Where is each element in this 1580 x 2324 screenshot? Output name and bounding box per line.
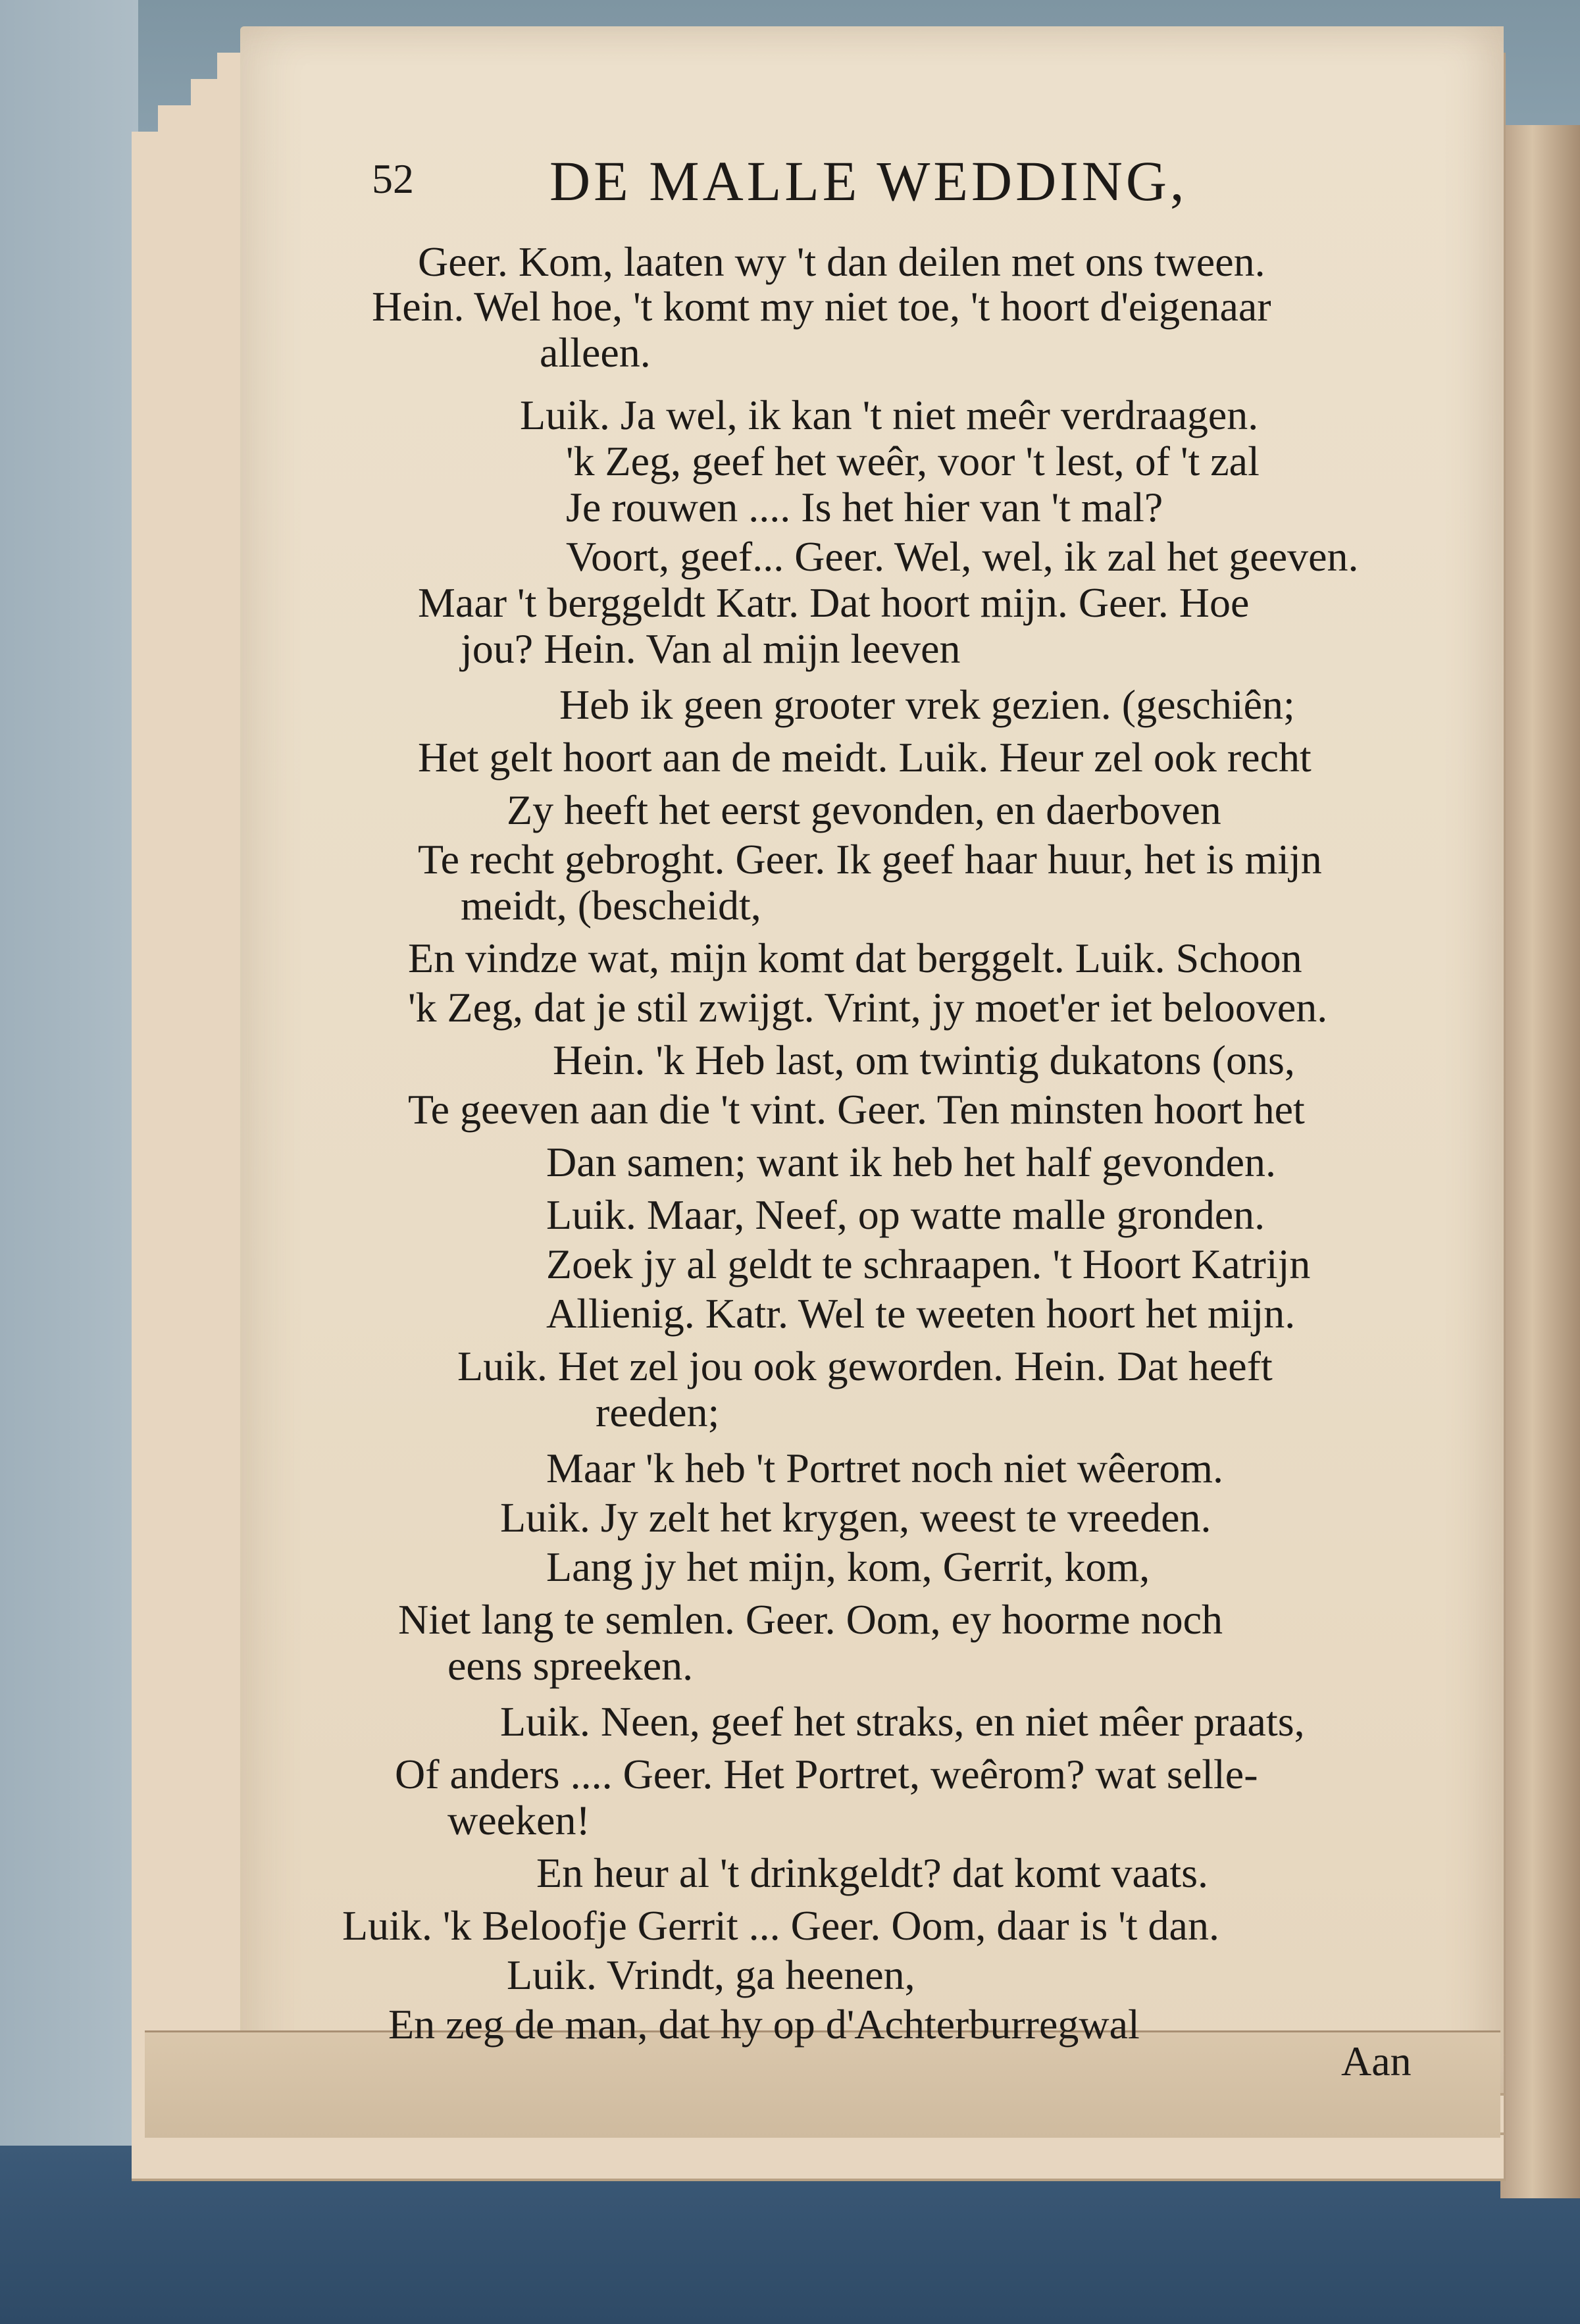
text-line: alleen. [540,329,651,376]
text-line: meidt, (bescheidt, [461,882,761,929]
text-line: Te geeven aan die 't vint. Geer. Ten minsten hoort het [408,1086,1305,1133]
text-line: 'k Zeg, dat je stil zwijgt. Vrint, jy moet'er iet belooven. [408,984,1328,1031]
text-line: 'k Zeg, geef het weêr, voor 't lest, of 't zal [566,438,1260,484]
text-line: Lang jy het mijn, kom, Gerrit, kom, [546,1543,1150,1590]
text-line: Allienig. Katr. Wel te weeten hoort het mijn. [546,1290,1296,1337]
text-line: Of anders .... Geer. Het Portret, weêrom? wat selle- [395,1751,1258,1797]
text-line: En zeg de man, dat hy op d'Achterburregwal [388,2001,1140,2048]
text-line: Luik. Het zel jou ook geworden. Hein. Dat heeft [457,1343,1273,1389]
text-line: Voort, geef... Geer. Wel, wel, ik zal het geeven. [566,533,1359,580]
page-number: 52 [372,155,414,202]
text-line: Luik. Vrindt, ga heenen, [507,1951,915,1998]
text-line: Hein. Wel hoe, 't komt my niet toe, 't hoort d'eigenaar [372,283,1271,330]
text-line: En vindze wat, mijn komt dat berggelt. Luik. Schoon [408,935,1302,981]
text-line: Niet lang te semlen. Geer. Oom, ey hoorme noch [398,1596,1223,1643]
text-line: Hein. 'k Heb last, om twintig dukatons (ons, [553,1037,1295,1083]
text-line: Maar 't berggeldt Katr. Dat hoort mijn. Geer. Hoe [418,579,1250,626]
text-line: Het gelt hoort aan de meidt. Luik. Heur zel ook recht [418,734,1312,781]
text-line: jou? Hein. Van al mijn leeven [461,625,961,672]
text-line: Dan samen; want ik heb het half gevonden. [546,1139,1276,1185]
text-line: Geer. Kom, laaten wy 't dan deilen met ons tween. [418,238,1265,285]
text-line: weeken! [447,1797,590,1844]
text-line: Zy heeft het eerst gevonden, en daerboven [507,787,1221,833]
text-line: Zoek jy al geldt te schraapen. 't Hoort Katrijn [546,1241,1311,1287]
text-line: Maar 'k heb 't Portret noch niet wêerom. [546,1445,1223,1491]
text-line: reeden; [596,1389,720,1435]
text-line: Luik. Jy zelt het krygen, weest te vreeden. [500,1494,1211,1541]
text-line: Luik. Neen, geef het straks, en niet mêer praats, [500,1698,1305,1745]
running-title: DE MALLE WEDDING, [549,149,1188,213]
text-line: Luik. Maar, Neef, op watte malle gronden. [546,1191,1265,1238]
text-line: Je rouwen .... Is het hier van 't mal? [566,484,1163,530]
text-line: Luik. Ja wel, ik kan 't niet meêr verdraagen. [520,392,1259,438]
text-line: Te recht gebroght. Geer. Ik geef haar huur, het is mijn [418,836,1322,883]
text-line: Heb ik geen grooter vrek gezien. (geschiên; [559,681,1295,728]
text-line: eens spreeken. [447,1642,694,1689]
backdrop-left [0,0,138,2324]
catchword: Aan [1341,2038,1412,2084]
facing-page-edge [1500,125,1580,2198]
text-line: En heur al 't drinkgeldt? dat komt vaats. [536,1849,1209,1896]
text-line: Luik. 'k Beloofje Gerrit ... Geer. Oom, daar is 't dan. [342,1902,1219,1949]
